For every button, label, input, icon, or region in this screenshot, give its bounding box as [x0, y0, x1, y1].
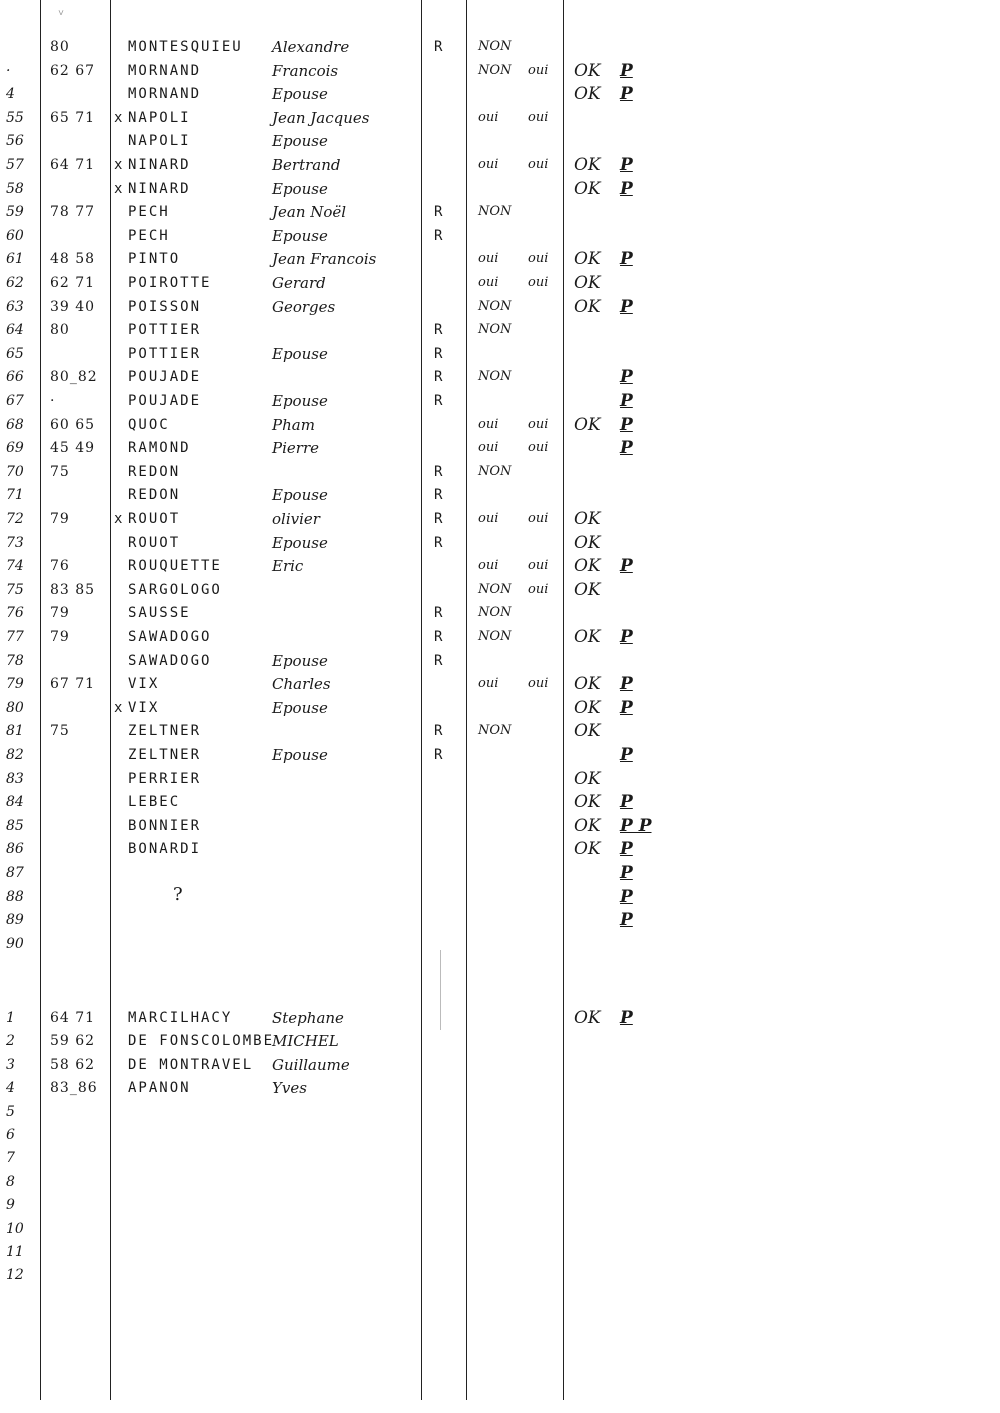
surname: ROUOT [128, 534, 181, 551]
surname: POUJADE [128, 369, 202, 386]
ok-mark: OK [574, 249, 601, 270]
first-name: Epouse [272, 698, 328, 717]
row-number: 84 [6, 794, 24, 811]
row-number: 83 [6, 770, 24, 787]
surname: SAWADOGO [128, 629, 212, 645]
cross-mark: x [114, 157, 123, 173]
answer-1: oui [478, 511, 499, 526]
r-mark: R [434, 463, 443, 480]
list-row [0, 60, 1000, 82]
r-mark: R [434, 345, 443, 362]
row-number: 61 [6, 251, 24, 268]
list-row [0, 130, 1000, 152]
answer-2: oui [528, 275, 549, 290]
years: 76 [50, 558, 70, 575]
first-name: MICHEL [272, 1032, 339, 1051]
list-row [0, 1101, 1000, 1123]
surname: MORNAND [128, 62, 202, 79]
surname: NINARD [128, 157, 191, 173]
row-number: 56 [6, 133, 24, 150]
list-row [0, 791, 1000, 813]
list-row [0, 697, 1000, 719]
r-mark: R [434, 511, 443, 527]
p-mark: P P [620, 815, 652, 836]
p-mark: P [620, 391, 633, 411]
first-name: Gerard [272, 274, 326, 292]
p-mark: P [620, 627, 633, 647]
row-number: 85 [6, 817, 24, 834]
answer-1: NON [478, 581, 512, 597]
surname: SAUSSE [128, 605, 191, 622]
years: 48 58 [50, 251, 96, 268]
row-number: 8 [6, 1173, 15, 1190]
years: 62 67 [50, 62, 96, 79]
first-name: Pham [272, 415, 315, 434]
years: 78 77 [50, 204, 96, 221]
list-row [0, 437, 1000, 459]
ok-mark: OK [574, 768, 601, 789]
list-row [0, 838, 1000, 860]
question-mark: ? [173, 884, 183, 905]
surname: DE MONTRAVEL [128, 1056, 254, 1073]
answer-1: NON [478, 62, 512, 78]
years: 59 62 [50, 1033, 96, 1050]
first-name: Jean Francois [272, 250, 377, 269]
ok-mark: OK [574, 721, 601, 742]
answer-1: oui [478, 157, 499, 172]
row-number: 82 [6, 747, 24, 763]
years: · [50, 393, 56, 409]
row-number: 12 [6, 1267, 24, 1284]
first-name: Epouse [272, 392, 328, 410]
list-row [0, 886, 1000, 908]
list-row [0, 248, 1000, 270]
row-number: 57 [6, 157, 24, 173]
list-row [0, 626, 1000, 648]
list-row [0, 366, 1000, 388]
list-row [0, 107, 1000, 129]
years: 58 62 [50, 1056, 96, 1073]
answer-1: oui [478, 416, 499, 432]
row-number: 69 [6, 440, 24, 457]
years: 64 71 [50, 157, 96, 173]
answer-1: NON [478, 322, 512, 338]
first-name: Bertrand [272, 156, 341, 174]
row-number: 65 [6, 345, 24, 362]
surname: VIX [128, 699, 160, 716]
years: 80 [50, 322, 70, 339]
r-mark: R [434, 227, 443, 244]
row-number: 4 [6, 1080, 15, 1097]
r-mark: R [434, 652, 443, 669]
answer-1: oui [478, 676, 499, 692]
list-row [0, 508, 1000, 530]
list-row [0, 1194, 1000, 1216]
years: 45 49 [50, 440, 96, 457]
r-mark: R [434, 39, 443, 55]
surname: ROUQUETTE [128, 558, 222, 575]
first-name: Epouse [272, 344, 328, 363]
answer-2: oui [528, 62, 549, 78]
answer-1: oui [478, 251, 499, 267]
row-number: 75 [6, 581, 24, 598]
p-mark: P [620, 438, 633, 459]
p-mark: P [620, 249, 633, 270]
answer-2: oui [528, 558, 549, 574]
first-name: Epouse [272, 651, 328, 670]
surname: POIROTTE [128, 275, 212, 291]
first-name: Eric [272, 557, 304, 576]
row-number: 63 [6, 298, 24, 315]
cross-mark: x [114, 511, 123, 527]
p-mark: P [620, 674, 633, 695]
row-number: 90 [6, 935, 24, 952]
answer-1: NON [478, 298, 512, 314]
row-number: 2 [6, 1033, 15, 1050]
surname: LEBEC [128, 794, 181, 811]
list-row [0, 909, 1000, 931]
row-number: 6 [6, 1127, 15, 1143]
row-number: 76 [6, 605, 24, 622]
p-mark: P [620, 178, 633, 199]
surname: POISSON [128, 298, 202, 315]
first-name: Epouse [272, 132, 328, 151]
surname: ZELTNER [128, 723, 202, 740]
answer-2: oui [528, 157, 549, 172]
list-row [0, 933, 1000, 955]
row-number: 7 [6, 1150, 15, 1167]
answer-2: oui [528, 109, 549, 125]
r-mark: R [434, 534, 443, 551]
p-mark: P [620, 910, 633, 931]
row-number: 81 [6, 723, 24, 740]
ok-mark: OK [574, 509, 601, 529]
row-number: 10 [6, 1220, 24, 1237]
first-name: Epouse [272, 486, 328, 505]
p-mark: P [620, 697, 633, 718]
p-mark: P [620, 863, 633, 883]
p-mark: P [620, 886, 633, 907]
first-name: Francois [272, 61, 339, 80]
years: 39 40 [50, 298, 96, 315]
answer-1: oui [478, 558, 499, 574]
answer-1: oui [478, 109, 499, 125]
list-row [0, 414, 1000, 436]
p-mark: P [620, 60, 633, 81]
first-name: Alexandre [272, 38, 350, 56]
list-row [0, 1077, 1000, 1099]
surname: PINTO [128, 251, 181, 268]
row-number: 11 [6, 1244, 24, 1260]
row-number: 5 [6, 1103, 15, 1120]
surname: BONNIER [128, 817, 202, 834]
list-row [0, 1054, 1000, 1076]
row-number: 58 [6, 180, 24, 197]
answer-2: oui [528, 251, 549, 267]
first-name: Epouse [272, 533, 328, 552]
row-number: 72 [6, 511, 24, 527]
cross-mark: x [114, 699, 123, 716]
ok-mark: OK [574, 155, 601, 175]
r-mark: R [434, 369, 443, 386]
answer-1: oui [478, 440, 499, 456]
first-name: Pierre [272, 439, 319, 458]
years: 62 71 [50, 275, 96, 291]
first-name: Yves [272, 1079, 307, 1098]
surname: POTTIER [128, 322, 202, 339]
answer-1: NON [478, 605, 512, 621]
r-mark: R [434, 605, 443, 622]
list-row [0, 1030, 1000, 1052]
surname: DE FONSCOLOMBE [128, 1033, 275, 1050]
p-mark: P [620, 296, 633, 317]
surname: SAWADOGO [128, 652, 212, 669]
ok-mark: OK [574, 178, 601, 199]
r-mark: R [434, 393, 443, 409]
row-number: 88 [6, 888, 24, 905]
first-name: Jean Noël [272, 203, 347, 222]
row-number: 78 [6, 652, 24, 669]
answer-2: oui [528, 581, 549, 597]
years: 75 [50, 463, 70, 480]
r-mark: R [434, 487, 443, 504]
scan-mark: ˅ [58, 8, 65, 19]
years: 79 [50, 629, 70, 645]
years: 80 [50, 39, 70, 55]
surname: NAPOLI [128, 109, 191, 126]
list-row [0, 343, 1000, 365]
surname: APANON [128, 1080, 191, 1097]
row-number: 62 [6, 275, 24, 291]
ok-mark: OK [574, 839, 601, 860]
row-number: 3 [6, 1056, 15, 1073]
list-row [0, 555, 1000, 577]
years: 79 [50, 605, 70, 622]
list-row [0, 484, 1000, 506]
p-mark: P [620, 1008, 633, 1028]
surname: VIX [128, 676, 160, 693]
ok-mark: OK [574, 792, 601, 813]
first-name: olivier [272, 510, 320, 528]
years: 60 65 [50, 416, 96, 433]
years: 75 [50, 723, 70, 740]
surname: MARCILHACY [128, 1010, 233, 1026]
ok-mark: OK [574, 697, 601, 718]
list-row [0, 461, 1000, 483]
list-row [0, 272, 1000, 294]
years: 79 [50, 511, 70, 527]
answer-2: oui [528, 511, 549, 526]
years: 83 85 [50, 581, 96, 598]
surname: PERRIER [128, 770, 202, 787]
cross-mark: x [114, 109, 123, 126]
ok-mark: OK [574, 273, 601, 293]
list-row [0, 296, 1000, 318]
ok-mark: OK [574, 532, 601, 553]
list-row [0, 1241, 1000, 1263]
list-row [0, 154, 1000, 176]
first-name: Jean Jacques [272, 108, 370, 127]
surname: ZELTNER [128, 747, 202, 763]
ok-mark: OK [574, 627, 601, 647]
p-mark: P [620, 839, 633, 860]
years: 80_82 [50, 369, 98, 386]
list-row [0, 1147, 1000, 1169]
years: 64 71 [50, 1010, 96, 1026]
list-row [0, 650, 1000, 672]
row-number: 89 [6, 912, 24, 929]
years: 67 71 [50, 676, 96, 693]
answer-1: oui [478, 275, 499, 290]
surname: NINARD [128, 180, 191, 197]
first-name: Epouse [272, 226, 328, 245]
answer-1: NON [478, 204, 512, 220]
list-row [0, 579, 1000, 601]
row-number: · [6, 62, 11, 79]
list-row [0, 1007, 1000, 1029]
surname: POUJADE [128, 393, 202, 409]
list-row [0, 319, 1000, 341]
answer-2: oui [528, 676, 549, 692]
p-mark: P [620, 745, 633, 765]
cross-mark: x [114, 180, 123, 197]
ok-mark: OK [574, 556, 601, 577]
row-number: 70 [6, 463, 24, 480]
ok-mark: OK [574, 60, 601, 81]
ok-mark: OK [574, 579, 601, 600]
surname: PECH [128, 204, 170, 221]
surname: POTTIER [128, 345, 202, 362]
first-name: Georges [272, 297, 336, 316]
first-name: Epouse [272, 746, 328, 764]
r-mark: R [434, 629, 443, 645]
row-number: 55 [6, 109, 24, 126]
row-number: 1 [6, 1010, 15, 1026]
row-number: 9 [6, 1197, 15, 1214]
list-row [0, 1124, 1000, 1146]
p-mark: P [620, 84, 633, 105]
row-number: 59 [6, 204, 24, 221]
list-row [0, 673, 1000, 695]
surname: MONTESQUIEU [128, 39, 243, 55]
surname: SARGOLOGO [128, 581, 222, 598]
row-number: 87 [6, 865, 24, 881]
list-row [0, 178, 1000, 200]
first-name: Epouse [272, 85, 328, 104]
answer-1: NON [478, 463, 512, 479]
list-row [0, 768, 1000, 790]
row-number: 64 [6, 322, 24, 339]
list-row [0, 744, 1000, 766]
list-row [0, 815, 1000, 837]
surname: RAMOND [128, 440, 191, 457]
row-number: 68 [6, 416, 24, 433]
p-mark: P [620, 155, 633, 175]
row-number: 80 [6, 699, 24, 716]
ok-mark: OK [574, 296, 601, 317]
list-row [0, 1264, 1000, 1286]
answer-2: oui [528, 440, 549, 456]
list-row [0, 390, 1000, 412]
first-name: Charles [272, 675, 331, 694]
r-mark: R [434, 204, 443, 221]
row-number: 60 [6, 227, 24, 244]
years: 83_86 [50, 1080, 98, 1097]
ok-mark: OK [574, 815, 601, 836]
surname: REDON [128, 487, 181, 504]
p-mark: P [620, 414, 633, 435]
surname: REDON [128, 463, 181, 480]
row-number: 71 [6, 487, 24, 504]
list-row [0, 1218, 1000, 1240]
list-row [0, 225, 1000, 247]
list-row [0, 862, 1000, 884]
row-number: 86 [6, 841, 24, 858]
ok-mark: OK [574, 84, 601, 105]
list-row [0, 36, 1000, 58]
ok-mark: OK [574, 414, 601, 435]
list-row [0, 83, 1000, 105]
first-name: Epouse [272, 179, 328, 198]
years: 65 71 [50, 109, 96, 126]
row-number: 73 [6, 534, 24, 551]
list-row [0, 602, 1000, 624]
list-row [0, 201, 1000, 223]
surname: BONARDI [128, 841, 202, 858]
list-row [0, 720, 1000, 742]
p-mark: P [620, 556, 633, 577]
row-number: 66 [6, 369, 24, 386]
first-name: Guillaume [272, 1055, 350, 1074]
surname: QUOC [128, 416, 170, 433]
r-mark: R [434, 723, 443, 740]
row-number: 74 [6, 558, 24, 575]
surname: NAPOLI [128, 133, 191, 150]
answer-2: oui [528, 416, 549, 432]
answer-1: NON [478, 39, 512, 54]
r-mark: R [434, 747, 443, 763]
surname: MORNAND [128, 86, 202, 103]
answer-1: NON [478, 369, 512, 385]
row-number: 67 [6, 393, 24, 409]
list-row [0, 532, 1000, 554]
surname: ROUOT [128, 511, 181, 527]
ok-mark: OK [574, 1008, 601, 1028]
p-mark: P [620, 367, 633, 388]
list-row [0, 1171, 1000, 1193]
row-number: 79 [6, 676, 24, 693]
row-number: 77 [6, 629, 24, 645]
surname: PECH [128, 227, 170, 244]
row-number: 4 [6, 86, 15, 103]
answer-1: NON [478, 629, 512, 644]
r-mark: R [434, 322, 443, 339]
first-name: Stephane [272, 1009, 344, 1027]
ok-mark: OK [574, 674, 601, 695]
answer-1: NON [478, 723, 512, 739]
p-mark: P [620, 792, 633, 813]
